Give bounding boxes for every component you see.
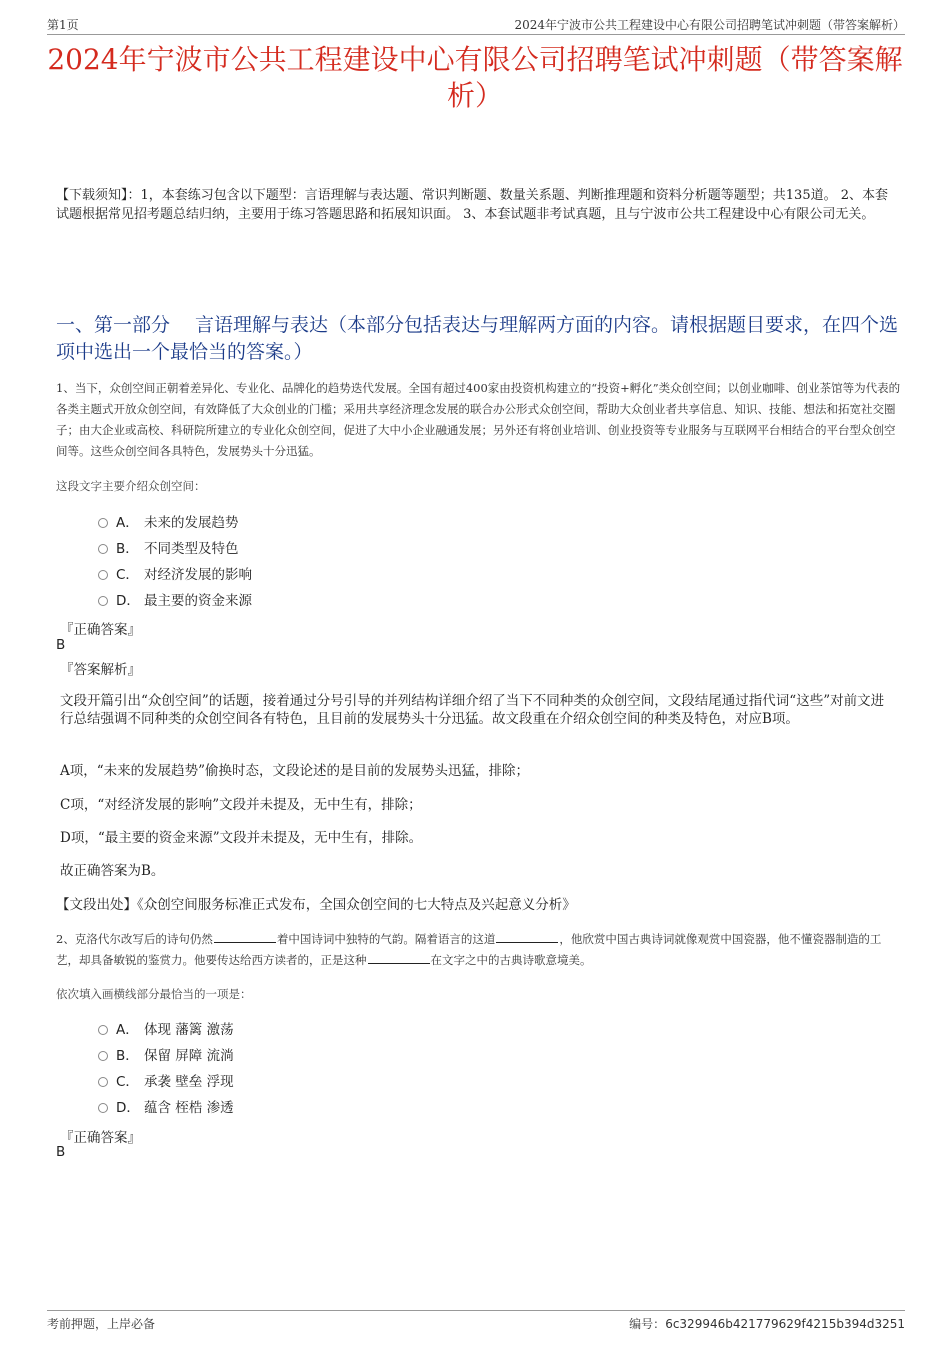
- blank-1: [214, 930, 276, 943]
- page-footer: [47, 1310, 905, 1331]
- analysis-label: 『答案解析』: [60, 662, 141, 678]
- section-heading: 一、第一部分 言语理解与表达（本部分包括表达与理解两方面的内容。请根据题目要求，在四个选项中选出一个最恰当的答案。）: [56, 314, 899, 363]
- question-1-prompt: 这段文字主要介绍众创空间：: [56, 479, 206, 493]
- analysis-option-c: C项，“对经济发展的影响”文段并未提及，无中生有，排除；: [60, 797, 422, 813]
- radio-icon[interactable]: [98, 1103, 108, 1113]
- radio-icon[interactable]: [98, 518, 108, 528]
- option-c[interactable]: C． 承袭 壁垒 浮现: [98, 1067, 234, 1093]
- option-b[interactable]: B． 不同类型及特色: [98, 534, 252, 560]
- option-d[interactable]: D． 最主要的资金来源: [98, 586, 252, 612]
- document-code: 编号：6c329946b421779629f4215b394d3251: [629, 1317, 905, 1331]
- download-notice: 【下载须知】：1，本套练习包含以下题型：言语理解与表达题、常识判断题、数量关系题、判断推理题和资料分析题等题型；共135道。 2、本套试题根据常见招考题总结归纳，主要用于练习答题思路和拓展知识面。 3、本套试题非考试真题，且与宁波市公共工程建设中心有限公司无关。: [56, 188, 888, 222]
- question-2-options: [98, 1015, 234, 1119]
- option-a[interactable]: A． 未来的发展趋势: [98, 508, 252, 534]
- radio-icon[interactable]: [98, 570, 108, 580]
- page-number: 第1页: [47, 18, 79, 32]
- footer-slogan: 考前押题，上岸必备: [47, 1317, 156, 1331]
- correct-answer: B: [56, 637, 66, 653]
- analysis-conclusion: 故正确答案为B。: [60, 863, 165, 879]
- header-doc-title: 2024年宁波市公共工程建设中心有限公司招聘笔试冲刺题（带答案解析）: [514, 18, 905, 32]
- answer-label: 『正确答案』: [60, 1130, 141, 1146]
- radio-icon[interactable]: [98, 1051, 108, 1061]
- option-b[interactable]: B． 保留 屏障 流淌: [98, 1041, 234, 1067]
- radio-icon[interactable]: [98, 1077, 108, 1087]
- radio-icon[interactable]: [98, 544, 108, 554]
- blank-2: [496, 930, 558, 943]
- analysis-source: 【文段出处】《众创空间服务标准正式发布，全国众创空间的七大特点及兴起意义分析》: [56, 897, 576, 913]
- radio-icon[interactable]: [98, 1025, 108, 1035]
- page-header: [47, 14, 905, 35]
- analysis-option-d: D项，“最主要的资金来源”文段并未提及，无中生有，排除。: [60, 830, 423, 846]
- answer-label: 『正确答案』: [60, 622, 141, 638]
- question-2-prompt: 依次填入画横线部分最恰当的一项是：: [56, 987, 252, 1001]
- correct-answer: B: [56, 1144, 66, 1160]
- question-2-text: 2、克洛代尔改写后的诗句仍然 着中国诗词中独特的气韵。隔着语言的这道 ，他欣赏中国古典诗词就像观赏中国瓷器，他不懂瓷器制造的工艺，却具备敏锐的鉴赏力。他要传达给西方读者的，正是这种 在文字之中的古典诗歌意境美。: [56, 932, 882, 967]
- analysis-option-a: A项，“未来的发展趋势”偷换时态，文段论述的是目前的发展势头迅猛，排除；: [60, 763, 530, 779]
- option-d[interactable]: D． 蕴含 桎梏 渗透: [98, 1093, 234, 1119]
- option-a[interactable]: A． 体现 藩篱 激荡: [98, 1015, 234, 1041]
- blank-3: [368, 951, 430, 964]
- question-1-text: 1、当下，众创空间正朝着差异化、专业化、品牌化的趋势迭代发展。全国有超过400家由投资机构建立的“投资+孵化”类众创空间；以创业咖啡、创业茶馆等为代表的各类主题式开放众创空间，有效降低了大众创业的门槛；采用共享经济理念发展的联合办公形式众创空间，帮助大众创业者共享信息、知识、技能、想法和拓宽社交圈子；由大企业或高校、科研院所建立的专业化众创空间，促进了大中小企业融通发展；另外还有将创业培训、创业投资等专业服务与互联网平台相结合的平台型众创空间等。这些众创空间各具特色，发展势头十分迅猛。: [56, 381, 901, 458]
- radio-icon[interactable]: [98, 596, 108, 606]
- question-1-options: [98, 508, 252, 612]
- analysis-paragraph: 文段开篇引出“众创空间”的话题，接着通过分号引导的并列结构详细介绍了当下不同种类的众创空间，文段结尾通过指代词“这些”对前文进行总结强调不同种类的众创空间各有特色，且目前的发展势头十分迅猛。故文段重在介绍众创空间的种类及特色，对应B项。: [60, 693, 885, 727]
- document-title: 2024年宁波市公共工程建设中心有限公司招聘笔试冲刺题（带答案解析）: [47, 43, 903, 112]
- option-c[interactable]: C． 对经济发展的影响: [98, 560, 252, 586]
